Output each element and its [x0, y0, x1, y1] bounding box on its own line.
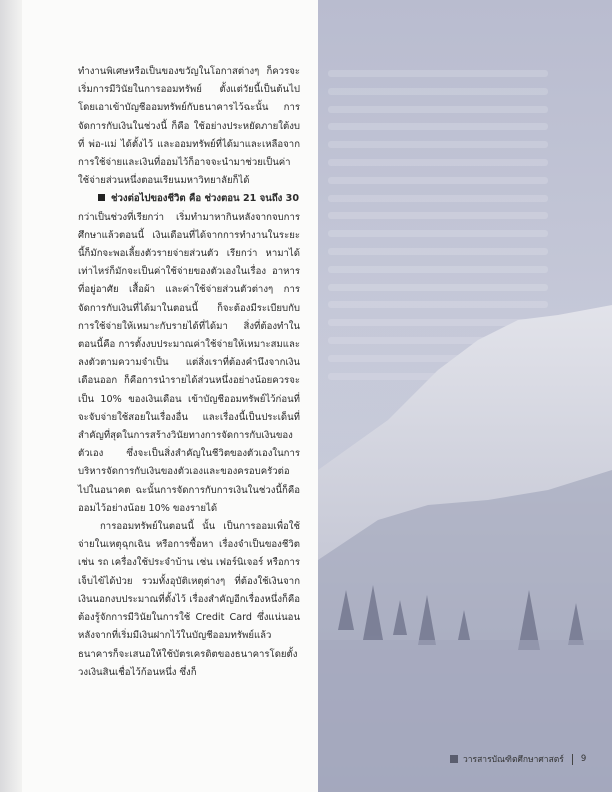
footer-square-icon — [450, 755, 458, 763]
footer-page-number: 9 — [580, 754, 587, 764]
footer-divider — [572, 754, 573, 765]
page-footer — [450, 752, 586, 766]
square-bullet-icon — [98, 194, 105, 201]
footer-journal-name: วารสารบัณฑิตศึกษาศาสตร์ — [463, 755, 564, 765]
paragraph-savings: การออมทรัพย์ในตอนนี้ นั้น เป็นการออมเพื่อใช้จ่ายในเหตุฉุกเฉิน หรือการซื้อหา เรื่องจำเป็นของชีวิต เช่น รถ เครื่องใช้ประจำบ้าน เช่น เฟอร์นิเจอร์ หรือการเจ็บไข้ได้ป่วย รวมทั้งอุบัติเหตุต่างๆ ที่ต้องใช้เงินจากเงินนอกงบประมาณที่ตั้งไว้ เรื่องสำคัญอีกเรื่องหนึ่งก็คือ ต้องรู้จักการมีวินัยในการใช้ Credit Card ซึ่งแน่นอน หลังจากที่เริ่มมีเงินฝากไว้ในบัญชีออมทรัพย์แล้ว ธนาคารก็จะเสนอให้ใช้บัตรเครดิตของธนาคารโดยตั้งวงเงินสินเชื่อไว้ก้อนหนึ่ง ซึ่งก็ — [78, 521, 300, 678]
section-heading-line — [78, 190, 300, 208]
article-text-column — [78, 63, 300, 682]
paragraph-intro: ทำงานพิเศษหรือเป็นของขวัญในโอกาสต่างๆ ก็ควรจะเริ่มการมีวินัยในการออมทรัพย์ ตั้งแต่วัยนี้เป็นต้นไป โดยเอาเข้าบัญชีออมทรัพย์กับธนาคารไว้ฉะนั้น การจัดการกับเงินในช่วงนี้ ก็คือ ใช้อย่างประหยัดภายใต้งบที่ พ่อ-แม่ ได้ตั้งไว้ และออมทรัพย์ที่ได้มาและเหลือจากการใช้จ่ายและเงินที่ออมไว้ก็อาจจะนำมาช่วยเป็นค่าใช้จ่ายส่วนหนึ่งตอนเรียนมหาวิทยาลัยก็ได้ — [78, 66, 300, 187]
decorative-photo-panel — [318, 0, 612, 792]
page-binding-edge — [0, 0, 22, 792]
mountain-landscape-image — [318, 300, 612, 792]
section-heading: ช่วงต่อไปของชีวิต คือ ช่วงตอน 21 จนถึง 30 — [111, 193, 300, 205]
paragraph-working-age: กว่าเป็นช่วงที่เรียกว่า เริ่มทำมาหากินหลังจากจบการศึกษาแล้วตอนนี้ เงินเดือนที่ได้จากการทำงานในระยะนี้ก็มักจะพอเลี้ยงตัวรายจ่ายส่วนตัว เรียกว่า หามาได้เท่าไหร่ก็มักจะเป็นค่าใช้จ่ายของตัวเองในเรื่อง อาหาร ที่อยู่อาศัย เสื้อผ้า และค่าใช้จ่ายส่วนตัวต่างๆ การจัดการกับเงินที่ได้มาในตอนนี้ ก็จะต้องมีระเบียบกับการใช้จ่ายให้เหมาะกับรายได้ที่ได้มา สิ่งที่ต้องทำในตอนนี้คือ การตั้งงบประมาณค่าใช้จ่ายให้เหมาะสมและลงตัวตามความจำเป็น แต่สิ่งเราที่ต้องคำนึงจากเงินเดือนออก ก็คือการนำรายได้ส่วนหนึ่งอย่างน้อยควรจะเป็น 10% ของเงินเดือน เข้าบัญชีออมทรัพย์ไว้ก่อนที่จะจับจ่ายใช้สอยในเรื่องอื่น และเรื่องนี้เป็นประเด็นที่สำคัญที่สุดในการสร้างวินัยทางการจัดการกับเงินของตัวเอง ซึ่งจะเป็นสิ่งสำคัญในชีวิตของตัวเองในการบริหารจัดการกับเงินของตัวเองและของครอบครัวต่อไปในอนาคต ฉะนั้นการจัดการกับการเงินในช่วงนี้ก็คือ ออมไว้อย่างน้อย 10% ของรายได้ — [78, 211, 300, 514]
